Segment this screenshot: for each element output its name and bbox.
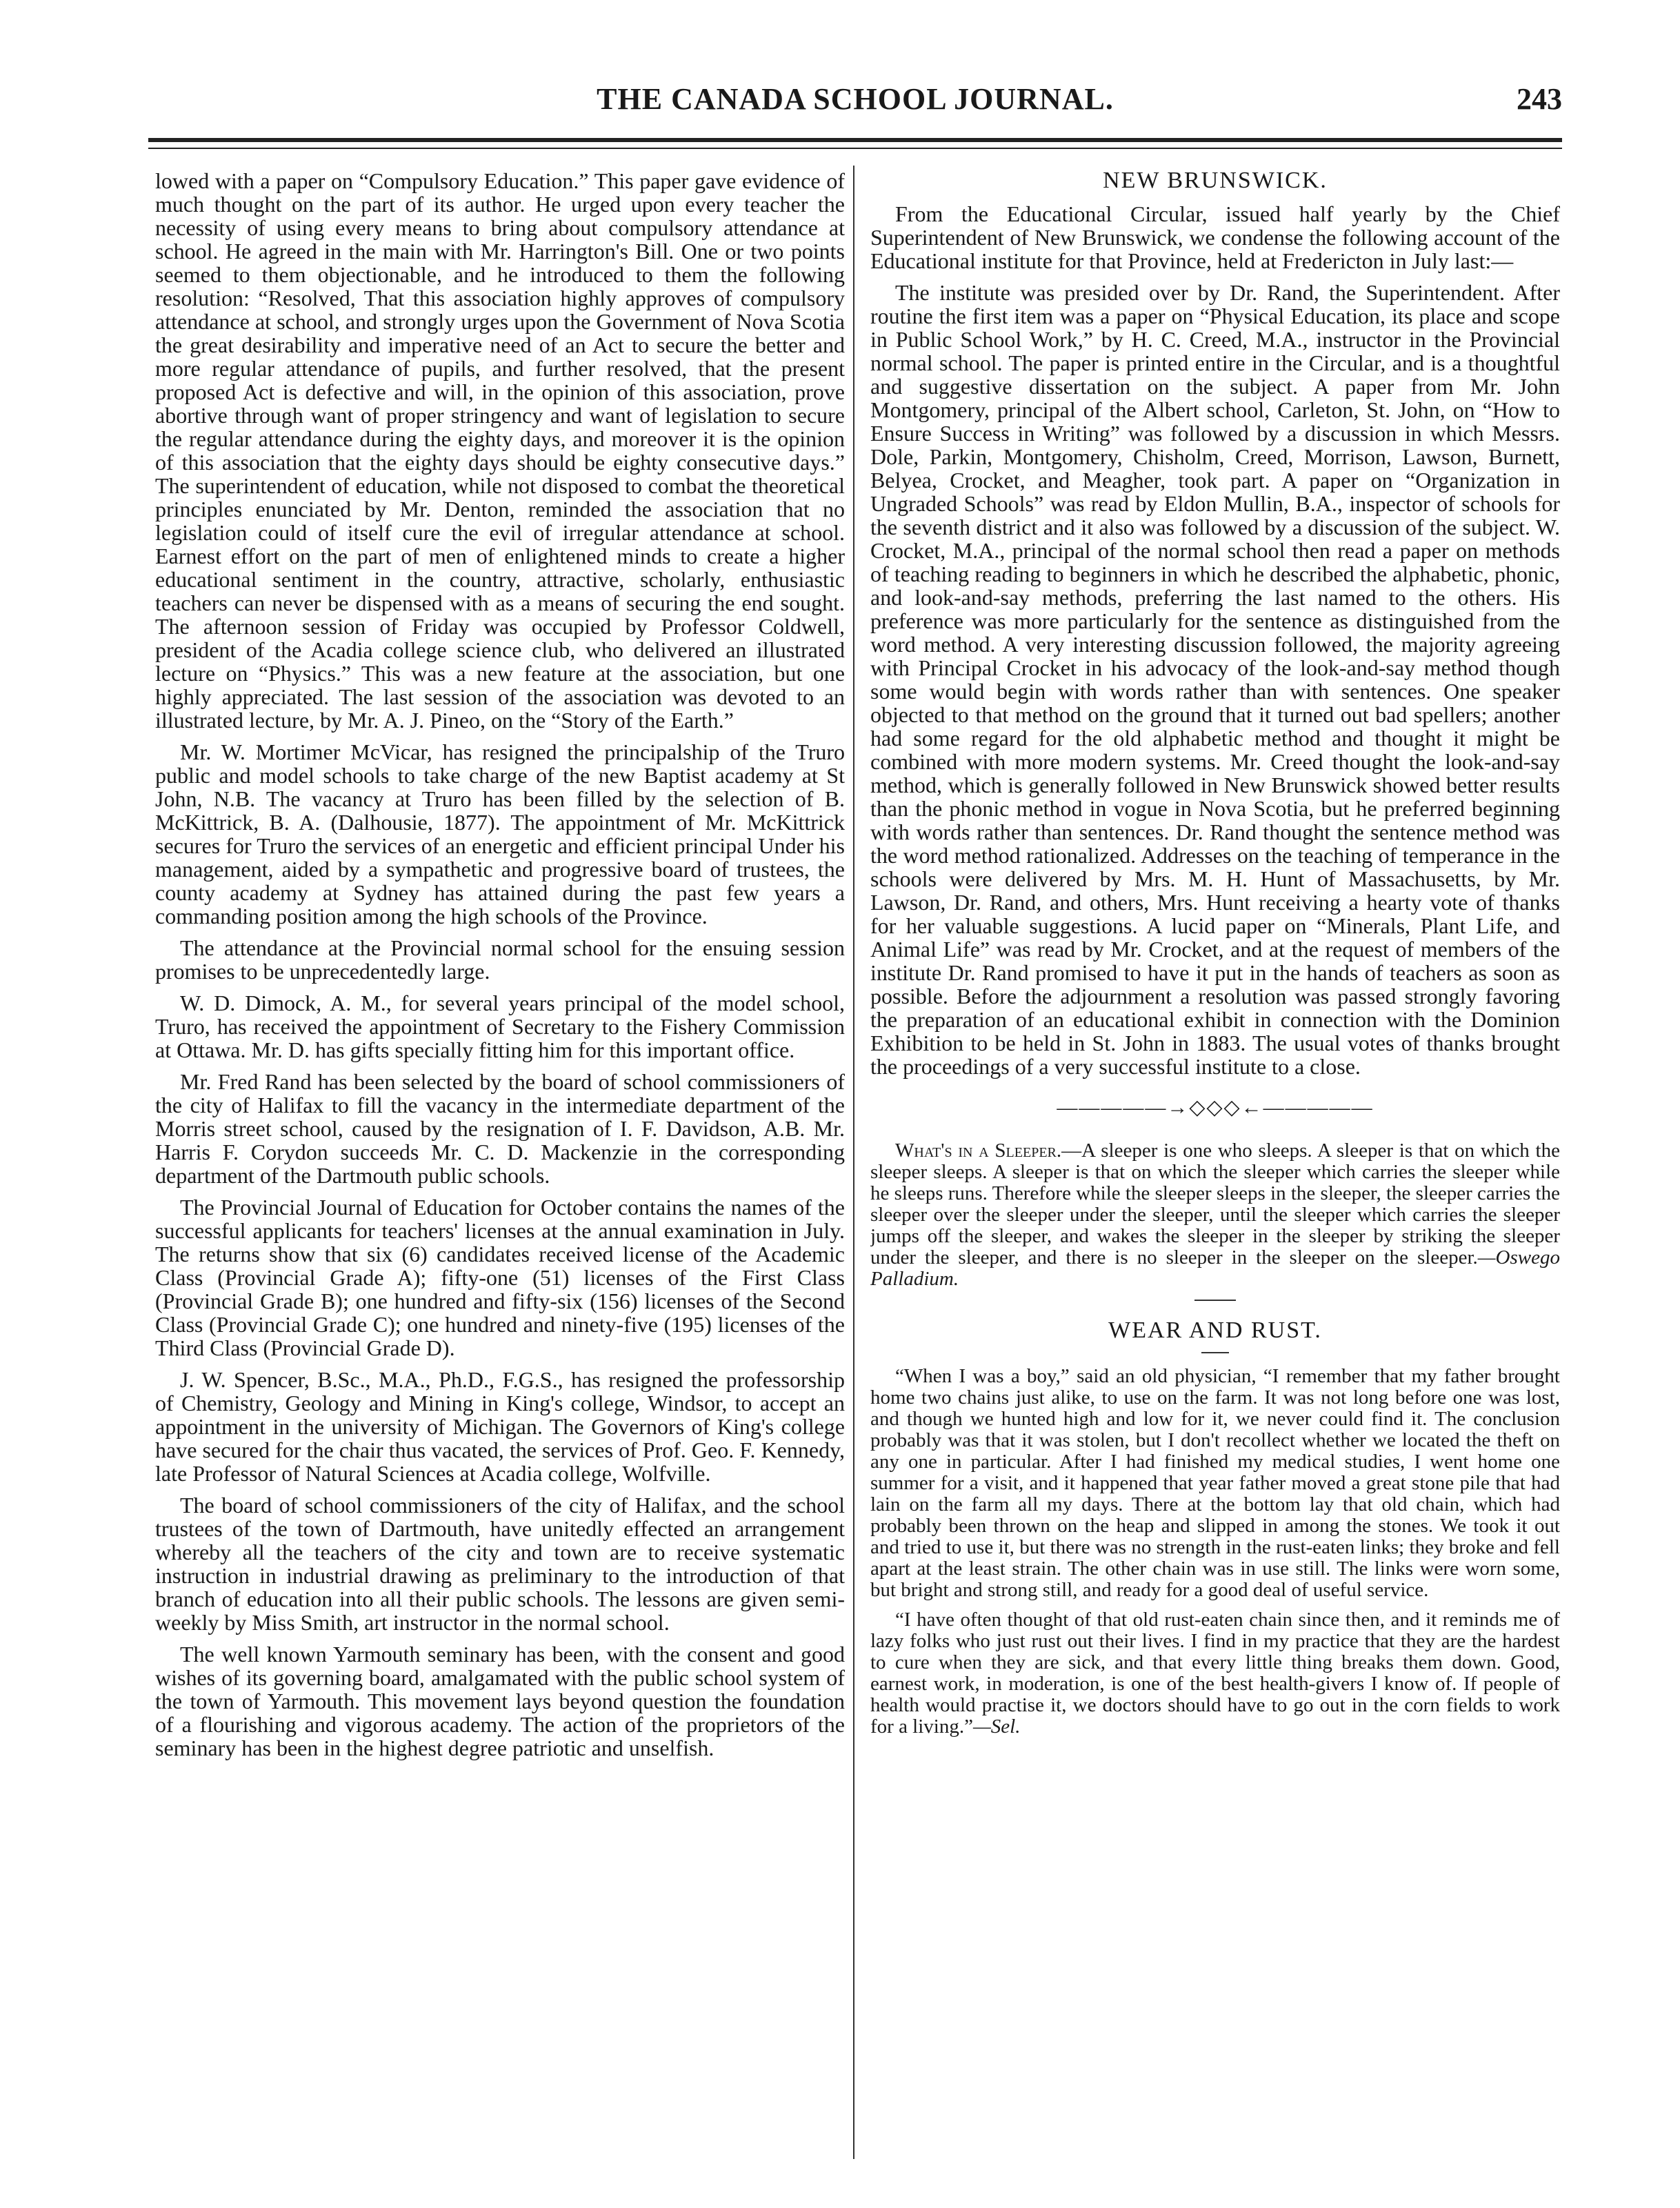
article-paragraph: The institute was presided over by Dr. Rand, the Superintendent. After routine the first item was a paper on “Physical Education, its place and scope in Public School Work,” by H. C. Creed, M.A., instructor in the Provincial normal school. The paper is printed entire in the Circular, and is a thoughtful and suggestive dissertation on the subject. A paper from Mr. John Montgomery, principal of the Albert school, Carleton, St. John, on “How to Ensure Success in Writing” was followed by a discussion in which Messrs. Dole, Parkin, Montgomery, Chisholm, Creed, Morrison, Lawson, Burnett, Belyea, Crocket, and Meagher, took part. A paper on “Organization in Ungraded Schools” was read by Eldon Mullin, B.A., inspector of schools for the seventh district and it also was followed by a discussion of the subject. W. Crocket, M.A., principal of the normal school then read a paper on methods of teaching reading to beginners in which he described the alphabetic, phonic, and look-and-say methods, preferring the last named to the others. His preference was more particularly for the sentence as distinguished from the word method. A very interesting discussion followed, the majority agreeing with Principal Crocket in his advocacy of the look-and-say method though some would begin with words rather than with sentences. One speaker objected to that method on the ground that it turned out bad spellers; another had some regard for the old alphabetic method and thought it might be combined with more modern systems. Mr. Creed thought the look-and-say method, which is generally followed in New Brunswick showed better results than the phonic method in vogue in Nova Scotia, but he preferred beginning with words rather than sentences. Dr. Rand thought the sentence method was the word method rationalized. Addresses on the teaching of temperance in the schools were delivered by Mrs. M. H. Hunt of Massachusetts, by Mr. Lawson, Dr. Rand, and others, Mrs. Hunt receiving a hearty vote of thanks for her valuable suggestions. A lucid paper on “Minerals, Plant Life, and Animal Life” was read by Mr. Crocket, and at the request of members of the institute Dr. Rand promised to have it put in the hands of teachers as soon as possible. Before the adjournment a resolution was passed strongly favoring the preparation of an educational exhibit in connection with the Dominion Exhibition to be held in St. John in 1883. The usual votes of thanks brought the proceedings of a very successful institute to a close. [870,280,1560,1079]
wear-source: —Sel. [972,1715,1021,1738]
ornamental-divider: —————→◇◇◇←————— [1057,1096,1374,1119]
header-rule [148,138,1562,142]
title-underline [1201,1352,1229,1353]
article-paragraph: From the Educational Circular, issued half yearly by the Chief Superintendent of New Brunswick, we condense the following account of the Educational institute for that Province, held at Fredericton in July last:— [870,201,1560,273]
article-paragraph: lowed with a paper on “Compulsory Education.” This paper gave evidence of much thought on the part of its author. He urged upon every teacher the necessity of using every means to bring about compulsory attendance at school. He agreed in the main with Mr. Harrington's Bill. One or two points seemed to them objectionable, and he introduced to them the following resolution: “Resolved, That this association highly approves of compulsory attendance at school, and strongly urges upon the Government of Nova Scotia the great desirability and imperative need of an Act to secure the better and more regular attendance of pupils, and further resolved, that the present proposed Act is defective and will, in the opinion of this association, prove abortive through want of proper stringency and want of legislation to secure the regular attendance during the eighty days, and moreover it is the opinion of this association that the eighty days should be eighty consecutive days.” The superintendent of education, while not disposed to combat the theoretical principles enunciated by Mr. Denton, reminded the association that no legislation could of itself cure the evil of irregular attendance at school. Earnest effort on the part of men of enlightened minds to create a higher educational sentiment in the country, attractive, scholarly, enthusiastic teachers can never be dispensed with as a means of securing the end sought. The afternoon session of Friday was occupied by Professor Coldwell, president of the Acadia college science club, who delivered an illustrated lecture on “Physics.” This was a new feature at the association, but one highly appreciated. The last session of the association was devoted to an illustrated lecture, by Mr. A. J. Pineo, on the “Story of the Earth.” [155,169,845,733]
page-number: 243 [1517,82,1562,116]
article-paragraph: W. D. Dimock, A. M., for several years principal of the model school, Truro, has received the appointment of Secretary to the Fishery Commission at Ottawa. Mr. D. has gifts specially fitting him for this important office. [155,991,845,1062]
article-paragraph: J. W. Spencer, B.Sc., M.A., Ph.D., F.G.S., has resigned the professorship of Chemistry, Geology and Mining in King's college, Windsor, to accept an appointment in the university of Michigan. The Governors of King's college have secured for the chair thus vacated, the services of Prof. Geo. F. Kennedy, late Professor of Natural Sciences at Acadia college, Wolfville. [155,1367,845,1486]
article-paragraph: “When I was a boy,” said an old physician, “I remember that my father brought home two chains just alike, to use on the farm. It was not long before one was lost, and though we hunted high and low for it, we never could find it. The conclusion probably was that it was stolen, but I don't recollect whether we located the theft on any one in particular. After I had finished my medical studies, I went home one summer for a visit, and it happened that year father moved a great stone pile that had lain on the farm all my days. There at the bottom lay that old chain, which had probably been thrown on the heap and slipped in among the stones. We took it out and tried to use it, but there was no strength in the rust-eaten links; they broke and fell apart at the least strain. The other chain was in use still. The links were worn some, but bright and strong still, and ready for a good deal of useful service. [870,1365,1560,1601]
short-divider [1194,1300,1236,1301]
article-paragraph: Mr. Fred Rand has been selected by the board of school commissioners of the city of Halifax to fill the vacancy in the intermediate department of the Morris street school, caused by the resignation of I. F. Davidson, A.B. Mr. Harris F. Corydon succeeds Mr. C. D. Mackenzie in the corresponding department of the Dartmouth public schools. [155,1069,845,1188]
article-paragraph [870,1609,1560,1738]
column-divider [853,166,854,2159]
sleeper-source: —Oswego Palladium. [870,1246,1560,1290]
right-column [870,169,1560,2169]
article-paragraph: The well known Yarmouth seminary has been, with the consent and good wishes of its governing board, amalgamated with the public school system of the town of Yarmouth. This movement lays beyond question the foundation of a flourishing and vigorous academy. The action of the proprietors of the seminary has been in the highest degree patriotic and unselfish. [155,1642,845,1760]
header-rule-thin [148,148,1562,149]
wear-and-rust-heading: WEAR AND RUST. [1108,1317,1322,1343]
journal-title: THE CANADA SCHOOL JOURNAL. [597,82,1114,116]
new-brunswick-heading: NEW BRUNSWICK. [1103,169,1328,193]
sleeper-heading: What's in a Sleeper. [895,1140,1062,1162]
article-paragraph: The Provincial Journal of Education for October contains the names of the successful applicants for teachers' licenses at the annual examination in July. The returns show that six (6) candidates received license of the Academic Class (Provincial Grade A); fifty-one (51) licenses of the First Class (Provincial Grade B); one hundred and fifty-six (156) licenses of the Second Class (Provincial Grade C); one hundred and ninety-five (195) licenses of the Third Class (Provincial Grade D). [155,1195,845,1360]
article-paragraph: Mr. W. Mortimer McVicar, has resigned the principalship of the Truro public and model schools to take charge of the new Baptist academy at St John, N.B. The vacancy at Truro has been filled by the selection of B. McKittrick, B. A. (Dalhousie, 1877). The appointment of Mr. McKittrick secures for Truro the services of an energetic and efficient principal Under his management, aided by a sympathetic and progressive board of trustees, the county academy at Sydney has attained during the past few years a commanding position among the high schools of the Province. [155,739,845,928]
sleeper-paragraph [870,1140,1560,1290]
sleeper-text: —A sleeper is one who sleeps. A sleeper is that on which the sleeper sleeps. A sleeper is that on which the sleeper which carries the sleeper while he sleeps runs. Therefore while the sleeper sleeps in the sleeper, the sleeper carries the sleeper over the sleeper under the sleeper, until the sleeper which carries the sleeper jumps off the sleeper, and wakes the sleeper in the sleeper by striking the sleeper under the sleeper, and there is no sleeper in the sleeper on the sleeper. [870,1140,1560,1269]
article-paragraph: The board of school commissioners of the city of Halifax, and the school trustees of the town of Dartmouth, have unitedly effected an arrangement whereby all the teachers of the city and town are to receive systematic instruction in industrial drawing as preliminary to the introduction of that branch of education into all their public schools. The lessons are given semi-weekly by Miss Smith, art instructor in the normal school. [155,1493,845,1635]
wear-final-text: “I have often thought of that old rust-eaten chain since then, and it reminds me of lazy folks who just rust out their lives. I find in my practice that they are the hardest to cure when they are sick, and that every little thing breaks them down. Good, earnest work, in moderation, is one of the best health-givers I know of. If people of health would practise it, we doctors should have to go out in the corn fields to work for a living.” [870,1609,1560,1738]
article-paragraph: The attendance at the Provincial normal school for the ensuing session promises to be unprecedentedly large. [155,935,845,984]
left-column [155,169,845,2169]
page-header [148,81,1562,137]
